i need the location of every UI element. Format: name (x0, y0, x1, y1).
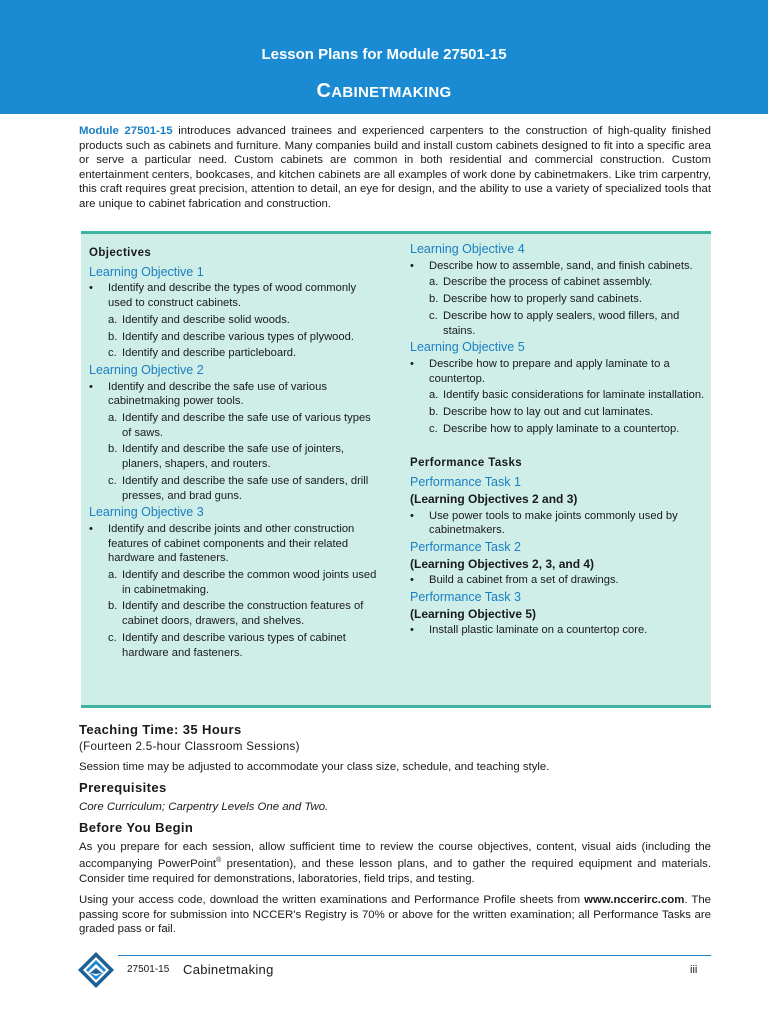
pt2-title: Performance Task 2 (410, 539, 521, 554)
before-you-begin-heading: Before You Begin (79, 820, 194, 835)
sub-letter: c. (108, 474, 117, 487)
intro-module-ref: Module 27501-15 (79, 125, 173, 137)
sub-text: Identify and describe the construction features of cabinet doors, drawers, and shelves. (122, 600, 364, 628)
pt1-bullet: • Use power tools to make joints commonly used by cabinetmakers. (410, 509, 705, 538)
before-p1-start: As you prepare for each session, allow sufficient time to review the course objectives, content, visual aids (including the accompanying PowerPoint (79, 840, 711, 870)
header-banner (0, 0, 768, 114)
footer-rule (118, 955, 711, 956)
sub-letter: a. (429, 389, 439, 402)
lo1-sub-b (89, 330, 381, 345)
lo2-bullet: • Identify and describe the safe use of various cabinetmaking power tools. (89, 380, 381, 409)
before-p1-end: presentation), and these lesson plans, and to gather the required equipment and materials. Consider time required for demonstrations, laboratories, field trips, and testing. (79, 857, 711, 885)
lo5-sub-b (410, 405, 705, 420)
sub-letter: c. (429, 422, 438, 435)
sub-letter: c. (429, 309, 438, 322)
pt2-objectives: (Learning Objectives 2, 3, and 4) (410, 556, 595, 571)
objectives-left-column (89, 234, 381, 662)
lo4-title: Learning Objective 4 (410, 242, 525, 256)
lo3-sub-c (89, 631, 381, 660)
sub-text: Identify and describe the safe use of jointers, planers, shapers, and routers. (122, 443, 345, 471)
lo3-sub-b (89, 599, 381, 628)
sub-text: Identify and describe the safe use of various types of saws. (122, 412, 371, 439)
sub-letter: c. (108, 631, 117, 644)
module-title (0, 80, 768, 103)
sub-text: Identify and describe particleboard. (122, 347, 297, 360)
teaching-time-sessions: (Fourteen 2.5-hour Classroom Sessions) (79, 739, 300, 753)
lo4-sub-b (410, 292, 705, 307)
lo2-title: Learning Objective 2 (89, 362, 204, 377)
lo2-sub-c (89, 474, 381, 503)
lo1-bullet: • Identify and describe the types of wood commonly used to construct cabinets. (89, 281, 381, 310)
lo5-sub-c (410, 422, 705, 437)
prerequisites-text: Core Curriculum; Carpentry Levels One and Two. (79, 800, 329, 813)
sub-letter: b. (429, 406, 439, 419)
lo4-bullet: • Describe how to assemble, sand, and finish cabinets. (410, 259, 705, 274)
footer-module-code: 27501-15 (127, 964, 170, 975)
teaching-time-heading: Teaching Time: 35 Hours (79, 722, 242, 737)
sub-letter: a. (108, 412, 118, 425)
lo1-sub-c (89, 346, 381, 361)
pt3-objectives: (Learning Objective 5) (410, 606, 537, 621)
sub-letter: c. (108, 347, 117, 360)
prerequisites-section (79, 781, 711, 814)
intro-paragraph (79, 124, 711, 212)
sub-text: Describe how to apply sealers, wood fillers, and stains. (443, 309, 680, 337)
sub-letter: a. (429, 276, 439, 289)
pt3-title: Performance Task 3 (410, 590, 521, 605)
sub-letter: b. (108, 330, 118, 343)
sub-letter: a. (108, 313, 118, 326)
lo3-sub-a (89, 568, 381, 597)
pt1-title: Performance Task 1 (410, 475, 521, 490)
sub-letter: b. (108, 600, 118, 613)
lo5-bullet: • Describe how to prepare and apply laminate to a countertop. (410, 357, 705, 386)
sub-letter: a. (108, 569, 118, 582)
sub-text: Identify and describe various types of cabinet hardware and fasteners. (122, 631, 346, 659)
registered-mark: ® (216, 857, 222, 865)
performance-tasks-heading: Performance Tasks (410, 457, 523, 470)
objectives-right-column (410, 234, 705, 640)
lesson-plans-title: Lesson Plans for Module 27501-15 (261, 46, 507, 63)
pt3-bullet: • Install plastic laminate on a countertop core. (410, 623, 705, 638)
pt2-bullet: • Build a cabinet from a set of drawings. (410, 573, 705, 588)
sub-text: Identify and describe the common wood joints used in cabinetmaking. (122, 569, 377, 596)
sub-text: Describe the process of cabinet assembly. (443, 276, 653, 289)
pt1-objectives: (Learning Objectives 2 and 3) (410, 491, 578, 506)
before-p2-end: . The passing score for submission into NCCER’s Registry is 70% or above for the written examination; all Performance Tasks are graded pass or fail. (79, 894, 711, 936)
nccer-logo-icon (76, 950, 116, 990)
sub-text: Describe how to lay out and cut laminates. (443, 406, 654, 419)
before-p2-start: Using your access code, download the written examinations and Performance Profile sheets from (79, 894, 585, 907)
lo4-sub-c (410, 309, 705, 338)
intro-text: introduces advanced trainees and experienced carpenters to the construction of high-quality finished products such as cabinets and furniture. Many companies build and install custom cabinets designed to fit into a specific area or serve a particular need. Custom cabinets are common in both residential and commercial construction. Custom entertainment centers, bookcases, and kitchen cabinets are all examples of work done by cabinetmakers. Like trim carpentry, this craft requires great precision, attention to detail, an eye for design, and the ability to use a variety of specialized tools that are unique to cabinet fabrication and construction. (79, 125, 711, 210)
lo2-sub-b (89, 442, 381, 471)
lo5-sub-a (410, 388, 705, 403)
sub-text: Identify and describe various types of plywood. (122, 330, 354, 343)
before-you-begin-section (79, 821, 711, 937)
before-paragraph-2 (79, 893, 711, 937)
sub-text: Describe how to apply laminate to a countertop. (443, 422, 680, 435)
sub-text: Describe how to properly sand cabinets. (443, 293, 642, 306)
module-title-initial: C (316, 80, 332, 102)
teaching-time-section (79, 723, 711, 775)
sub-letter: b. (108, 443, 118, 456)
sub-text: Identify basic considerations for laminate installation. (443, 389, 705, 402)
footer-module-title: Cabinetmaking (183, 962, 274, 977)
lo3-title: Learning Objective 3 (89, 505, 204, 520)
before-paragraph-1 (79, 840, 711, 887)
lo1-title: Learning Objective 1 (89, 264, 204, 279)
prerequisites-heading: Prerequisites (79, 780, 167, 795)
teaching-time-note: Session time may be adjusted to accommodate your class size, schedule, and teaching style. (79, 761, 550, 774)
lo4-sub-a (410, 275, 705, 290)
sub-letter: b. (429, 293, 439, 306)
module-title-rest: ABINETMAKING (331, 84, 452, 101)
objectives-panel (81, 231, 711, 708)
lo5-title: Learning Objective 5 (410, 340, 525, 355)
footer-page-number: iii (690, 964, 698, 976)
nccer-url: www.nccerirc.com (584, 894, 685, 907)
objectives-heading: Objectives (89, 247, 152, 259)
sub-text: Identify and describe solid woods. (122, 313, 290, 326)
lo3-bullet: • Identify and describe joints and other construction features of cabinet components and their related hardware and fasteners. (89, 522, 381, 566)
lo1-sub-a (89, 313, 381, 328)
sub-text: Identify and describe the safe use of sanders, drill presses, and brad guns. (122, 474, 369, 502)
lo2-sub-a (89, 411, 381, 440)
